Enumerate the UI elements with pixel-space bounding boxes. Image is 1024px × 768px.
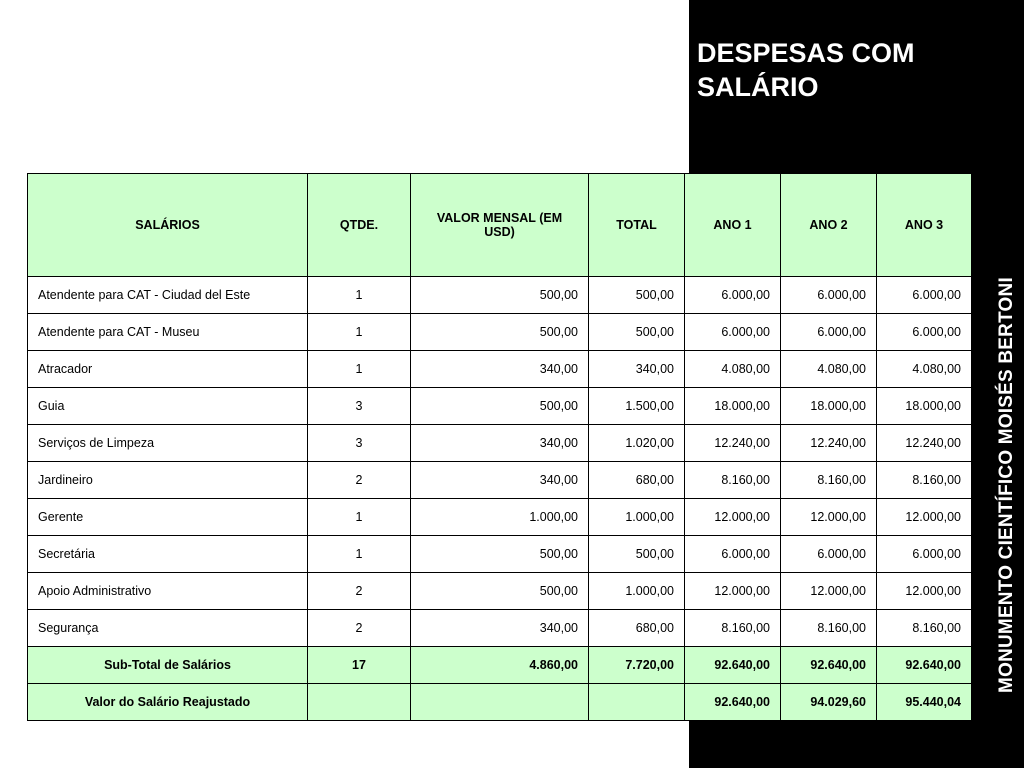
salary-table [27,173,972,721]
header-ano-2: ANO 2 [781,174,877,277]
table-row [28,499,972,536]
cell-total: 1.000,00 [589,499,685,536]
cell-role: Guia [28,388,308,425]
header-ano-1: ANO 1 [685,174,781,277]
cell-year-1: 6.000,00 [685,536,781,573]
cell-monthly: 1.000,00 [411,499,589,536]
adjusted-year-1: 92.640,00 [685,684,781,721]
table-header-row [28,174,972,277]
cell-role: Atendente para CAT - Museu [28,314,308,351]
header-qtde: QTDE. [308,174,411,277]
cell-year-3: 12.000,00 [877,573,972,610]
cell-year-2: 6.000,00 [781,314,877,351]
cell-year-2: 6.000,00 [781,277,877,314]
cell-year-3: 6.000,00 [877,536,972,573]
cell-year-1: 6.000,00 [685,277,781,314]
adjusted-year-3: 95.440,04 [877,684,972,721]
subtotal-row [28,647,972,684]
table-row [28,610,972,647]
subtotal-year-2: 92.640,00 [781,647,877,684]
cell-total: 500,00 [589,277,685,314]
cell-qty: 1 [308,536,411,573]
cell-role: Secretária [28,536,308,573]
cell-total: 1.500,00 [589,388,685,425]
header-valor-mensal: VALOR MENSAL (EM USD) [411,174,589,277]
cell-year-3: 8.160,00 [877,462,972,499]
cell-year-1: 8.160,00 [685,462,781,499]
table-row [28,351,972,388]
cell-year-2: 4.080,00 [781,351,877,388]
subtotal-year-3: 92.640,00 [877,647,972,684]
cell-monthly: 500,00 [411,388,589,425]
cell-total: 340,00 [589,351,685,388]
subtotal-qty: 17 [308,647,411,684]
cell-total: 680,00 [589,610,685,647]
cell-role: Atendente para CAT - Ciudad del Este [28,277,308,314]
table-row [28,573,972,610]
subtotal-total: 7.720,00 [589,647,685,684]
slide-title: DESPESAS COM SALÁRIO [697,38,915,102]
cell-monthly: 500,00 [411,573,589,610]
cell-monthly: 340,00 [411,610,589,647]
cell-qty: 2 [308,573,411,610]
cell-role: Atracador [28,351,308,388]
cell-year-2: 8.160,00 [781,462,877,499]
cell-qty: 1 [308,314,411,351]
cell-year-3: 12.240,00 [877,425,972,462]
cell-qty: 2 [308,462,411,499]
cell-year-2: 8.160,00 [781,610,877,647]
adjusted-salary-row [28,684,972,721]
cell-monthly: 500,00 [411,277,589,314]
cell-year-1: 4.080,00 [685,351,781,388]
cell-total: 1.020,00 [589,425,685,462]
table-row [28,277,972,314]
cell-total: 1.000,00 [589,573,685,610]
cell-monthly: 340,00 [411,462,589,499]
cell-year-3: 6.000,00 [877,277,972,314]
subtotal-label: Sub-Total de Salários [28,647,308,684]
cell-monthly: 500,00 [411,314,589,351]
cell-role: Gerente [28,499,308,536]
cell-year-1: 12.000,00 [685,573,781,610]
cell-year-1: 8.160,00 [685,610,781,647]
cell-year-3: 18.000,00 [877,388,972,425]
cell-year-2: 12.000,00 [781,499,877,536]
cell-year-1: 12.000,00 [685,499,781,536]
adjusted-total [589,684,685,721]
cell-role: Serviços de Limpeza [28,425,308,462]
cell-monthly: 340,00 [411,425,589,462]
adjusted-year-2: 94.029,60 [781,684,877,721]
cell-year-2: 12.000,00 [781,573,877,610]
cell-year-3: 12.000,00 [877,499,972,536]
subtotal-year-1: 92.640,00 [685,647,781,684]
cell-role: Jardineiro [28,462,308,499]
cell-role: Apoio Administrativo [28,573,308,610]
subtotal-monthly: 4.860,00 [411,647,589,684]
vertical-side-label: MONUMENTO CIENTÍFICO MOISÉS BERTONI [996,277,1017,693]
cell-qty: 1 [308,277,411,314]
cell-qty: 3 [308,388,411,425]
cell-year-2: 18.000,00 [781,388,877,425]
cell-qty: 1 [308,351,411,388]
cell-year-1: 6.000,00 [685,314,781,351]
cell-qty: 3 [308,425,411,462]
cell-year-2: 12.240,00 [781,425,877,462]
cell-year-3: 6.000,00 [877,314,972,351]
cell-total: 500,00 [589,536,685,573]
table-row [28,462,972,499]
header-salarios: SALÁRIOS [28,174,308,277]
cell-year-3: 4.080,00 [877,351,972,388]
cell-monthly: 340,00 [411,351,589,388]
cell-monthly: 500,00 [411,536,589,573]
cell-total: 500,00 [589,314,685,351]
table-row [28,536,972,573]
cell-total: 680,00 [589,462,685,499]
cell-qty: 1 [308,499,411,536]
cell-role: Segurança [28,610,308,647]
cell-year-2: 6.000,00 [781,536,877,573]
table-row [28,314,972,351]
header-total: TOTAL [589,174,685,277]
header-ano-3: ANO 3 [877,174,972,277]
cell-year-3: 8.160,00 [877,610,972,647]
adjusted-qty [308,684,411,721]
adjusted-label: Valor do Salário Reajustado [28,684,308,721]
cell-qty: 2 [308,610,411,647]
cell-year-1: 12.240,00 [685,425,781,462]
cell-year-1: 18.000,00 [685,388,781,425]
table-row [28,388,972,425]
table-row [28,425,972,462]
adjusted-monthly [411,684,589,721]
